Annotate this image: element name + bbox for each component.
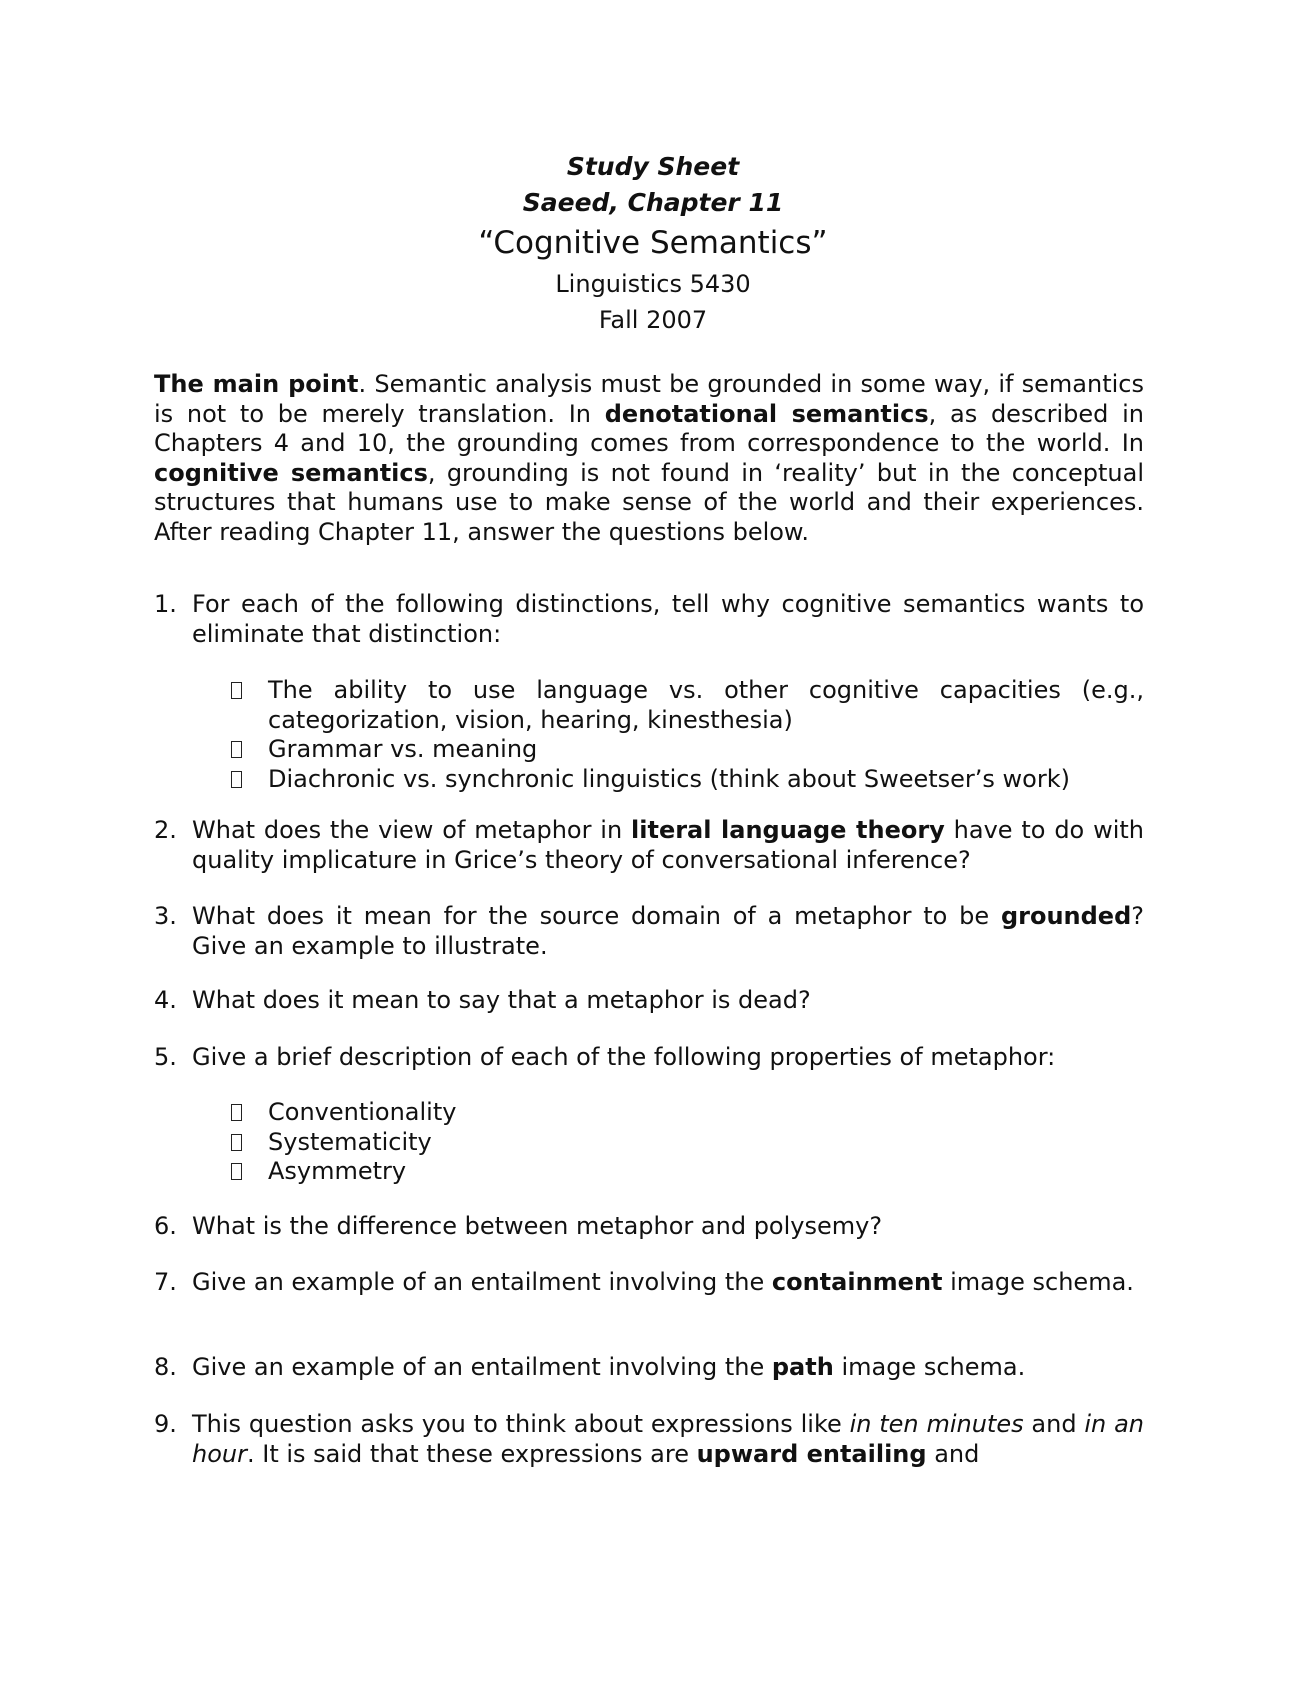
question-number: 1. xyxy=(154,590,177,618)
question-number: 2. xyxy=(154,816,177,844)
question-6 xyxy=(154,1212,1144,1242)
bullet-item xyxy=(230,676,1144,735)
checkbox-bullet-icon xyxy=(231,682,242,699)
term-cognitive-semantics: cognitive semantics xyxy=(154,458,428,487)
question-text-part: have to do with quality implicature in Grice’s theory of conversational inference? xyxy=(192,816,1144,874)
question-text xyxy=(192,1353,1144,1383)
question-5-bullets xyxy=(230,1098,1144,1187)
course-name: Linguistics 5430 xyxy=(555,270,751,298)
bullet-text: Asymmetry xyxy=(268,1157,407,1186)
question-text-part: Give an example of an entailment involving the xyxy=(192,1353,772,1381)
question-number: 7. xyxy=(154,1268,177,1296)
question-text-part: image schema. xyxy=(942,1268,1134,1296)
question-text: What does it mean to say that a metaphor is dead? xyxy=(192,986,811,1014)
question-8 xyxy=(154,1353,1144,1383)
question-number: 8. xyxy=(154,1353,177,1381)
question-text-part: What does the view of metaphor in xyxy=(192,816,632,844)
term-grounded: grounded xyxy=(1000,902,1132,930)
question-text xyxy=(192,816,1144,875)
intro-text-2: , as described in Chapters 4 and 10, the grounding comes from correspondence to the world. In xyxy=(154,399,1145,458)
question-text: Give a brief description of each of the following properties of metaphor: xyxy=(192,1043,1056,1071)
question-text-part: Give an example of an entailment involving the xyxy=(192,1268,772,1296)
question-text xyxy=(192,902,1144,961)
question-text-part: . It is said that these expressions are xyxy=(246,1439,697,1468)
bullet-item xyxy=(230,1157,1144,1187)
bullet-text: The ability to use language vs. other cognitive capacities (e.g., categorization, vision, hearing, kinesthesia) xyxy=(268,676,1144,734)
question-number: 5. xyxy=(154,1043,177,1071)
question-number: 4. xyxy=(154,986,177,1014)
term-containment: containment xyxy=(771,1268,943,1296)
question-text: What is the difference between metaphor and polysemy? xyxy=(192,1212,883,1240)
bullet-text: Systematicity xyxy=(268,1127,432,1156)
question-text-part: This question asks you to think about expressions like xyxy=(192,1410,850,1438)
question-9 xyxy=(154,1410,1144,1469)
question-text-part: image schema. xyxy=(833,1353,1026,1381)
question-text-part: What does it mean for the source domain of a metaphor to be xyxy=(192,902,1001,930)
bullet-text: Grammar vs. meaning xyxy=(268,735,538,764)
bullet-text: Diachronic vs. synchronic linguistics (think about Sweetser’s work) xyxy=(268,764,1070,793)
question-text: For each of the following distinctions, tell why cognitive semantics wants to eliminate that distinction: xyxy=(192,590,1144,648)
term-upward-entailing: upward entailing xyxy=(696,1439,927,1468)
question-4 xyxy=(154,986,1144,1016)
question-7 xyxy=(154,1268,1144,1298)
question-text xyxy=(192,1268,1144,1298)
term-path: path xyxy=(771,1353,834,1381)
document-title: “Cognitive Semantics” xyxy=(478,225,828,261)
bullet-text: Conventionality xyxy=(268,1098,457,1126)
example-in-ten-minutes: in ten minutes xyxy=(849,1410,1024,1438)
term-literal-language-theory: literal language theory xyxy=(631,816,945,844)
question-text-part: and xyxy=(1023,1410,1085,1438)
checkbox-bullet-icon xyxy=(231,741,242,758)
question-number: 6. xyxy=(154,1212,177,1240)
intro-text-1: . Semantic analysis must be grounded in some way, if semantics is not to be merely translation. In xyxy=(154,370,1144,428)
question-2 xyxy=(154,816,1144,875)
intro-lead: The main point xyxy=(154,370,359,398)
question-text xyxy=(192,1410,1144,1469)
example-in-an-hour: in an hour xyxy=(192,1410,1144,1468)
question-number: 9. xyxy=(154,1410,177,1438)
bullet-item xyxy=(230,765,1144,795)
checkbox-bullet-icon xyxy=(231,1163,242,1180)
intro-text-3: , grounding is not found in ‘reality’ but in the conceptual structures that humans use to make sense of the world and their experiences. After reading Chapter 11, answer the questions below. xyxy=(154,458,1144,546)
question-text-part: and xyxy=(926,1439,980,1468)
question-1 xyxy=(154,590,1144,649)
bullet-item xyxy=(230,1128,1144,1158)
header-study-sheet: Study Sheet xyxy=(566,152,740,181)
question-1-bullets xyxy=(230,676,1144,794)
term-denotational-semantics: denotational semantics xyxy=(604,399,929,428)
bullet-item xyxy=(230,735,1144,765)
checkbox-bullet-icon xyxy=(231,1134,242,1151)
checkbox-bullet-icon xyxy=(231,1104,242,1121)
question-number: 3. xyxy=(154,902,177,930)
bullet-item xyxy=(230,1098,1144,1128)
header-chapter: Saeed, Chapter 11 xyxy=(522,188,784,217)
question-text-part: ? Give an example to illustrate. xyxy=(192,902,1144,960)
checkbox-bullet-icon xyxy=(231,771,242,788)
intro-paragraph xyxy=(154,370,1144,548)
question-5 xyxy=(154,1043,1144,1073)
term: Fall 2007 xyxy=(598,306,708,334)
question-3 xyxy=(154,902,1144,961)
